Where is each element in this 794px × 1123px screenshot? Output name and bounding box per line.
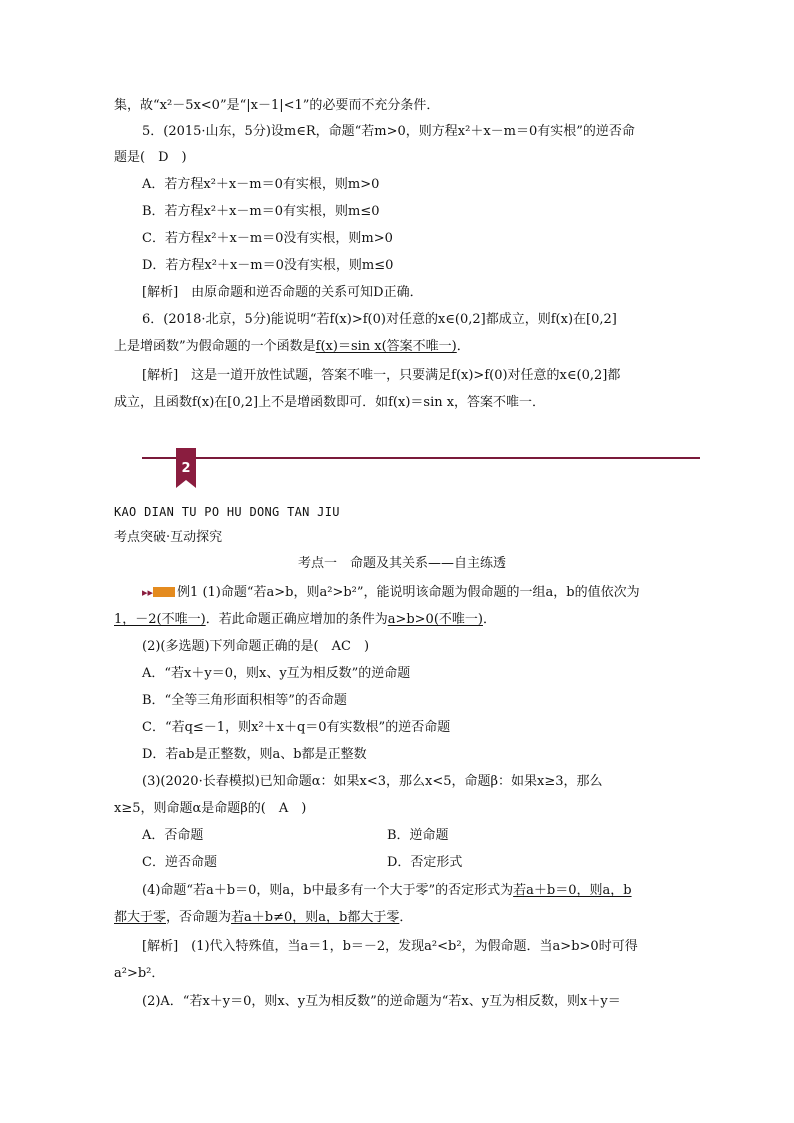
answer-blank: 都大于零 — [114, 910, 167, 925]
example-part-3: (3)(2020·长春模拟)已知命题α：如果x<3，那么x<5，命题β：如果x≥3，那么 — [142, 774, 603, 789]
text-line: a²>b²． — [114, 966, 165, 981]
option-c: C．“若q≤－1，则x²＋x＋q＝0有实数根”的逆否命题 — [142, 720, 451, 735]
option-a: A．“若x＋y＝0，则x、y互为相反数”的逆命题 — [142, 666, 411, 681]
example-part-2: (2)(多选题)下列命题正确的是( AC ) — [142, 639, 370, 654]
option-a: A．否命题 — [142, 828, 204, 843]
text-line: (2)A．“若x＋y＝0，则x、y互为相反数”的逆命题为“若x、y互为相反数，则x＋y＝ — [142, 994, 621, 1009]
text-line: 集，故“x²－5x<0”是“|x－1|<1”的必要而不充分条件． — [114, 98, 440, 113]
text-line: 1，－2(不唯一)．若此命题正确应增加的条件为a>b>0(不唯一)． — [114, 612, 496, 627]
answer-blank: 若a＋b＝0，则a，b — [513, 883, 632, 898]
solution: [解析] (1)代入特殊值，当a＝1，b＝－2，发现a²<b²，为假命题．当a>b>0时可得 — [142, 939, 638, 954]
example-part-4: (4)命题“若a＋b＝0，则a，b中最多有一个大于零”的否定形式为若a＋b＝0，则a，b — [142, 883, 632, 898]
answer-blank: a>b>0(不唯一) — [387, 612, 483, 627]
question-5: 5．(2015·山东，5分)设m∈R，命题“若m>0，则方程x²＋x－m＝0有实根”的逆否命 — [142, 124, 635, 139]
section-pinyin: KAO DIAN TU PO HU DONG TAN JIU — [114, 505, 340, 519]
section-title: 考点突破·互动探究 — [114, 530, 223, 545]
option-d: D．若方程x²＋x－m＝0没有实根，则m≤0 — [142, 258, 394, 273]
example-1: ▸▸ 例1 (1)命题“若a>b，则a²>b²”，能说明该命题为假命题的一组a，b的值依次为 — [142, 585, 640, 600]
option-c: C．若方程x²＋x－m＝0没有实根，则m>0 — [142, 231, 393, 246]
text-line: 成立，且函数f(x)在[0,2]上不是增函数即可．如f(x)＝sin x，答案不唯一． — [114, 395, 546, 410]
text-line: 都大于零，否命题为若a＋b≠0，则a，b都大于零． — [114, 910, 413, 925]
text-line: 上是增函数”为假命题的一个函数是f(x)＝sin x(答案不唯一)． — [114, 339, 470, 354]
section-badge — [176, 448, 196, 488]
text-line: x≥5，则命题α是命题β的( A ) — [114, 801, 307, 816]
question-6: 6．(2018·北京，5分)能说明“若f(x)>f(0)对任意的x∈(0,2]都成立，则f(x)在[0,2] — [142, 312, 617, 327]
option-b: B．逆命题 — [387, 828, 449, 843]
section-number: 2 — [181, 461, 191, 476]
solution: [解析] 由原命题和逆否命题的关系可知D正确． — [142, 285, 423, 300]
topic-heading: 考点一 命题及其关系——自主练透 — [298, 556, 507, 571]
answer-blank: 若a＋b≠0，则a，b都大于零 — [231, 910, 400, 925]
option-a: A．若方程x²＋x－m＝0有实根，则m>0 — [142, 177, 380, 192]
solution: [解析] 这是一道开放性试题，答案不唯一，只要满足f(x)>f(0)对任意的x∈(0,2]都 — [142, 368, 621, 383]
answer-blank: f(x)＝sin x(答案不唯一) — [315, 339, 457, 354]
option-d: D．若ab是正整数，则a、b都是正整数 — [142, 747, 367, 762]
option-d: D．否定形式 — [387, 855, 463, 870]
text-line: 题是( D ) — [114, 150, 187, 165]
example-marker-icon — [153, 587, 175, 597]
section-divider — [142, 457, 700, 459]
option-b: B．“全等三角形面积相等”的否命题 — [142, 693, 347, 708]
answer-blank: 1，－2(不唯一) — [114, 612, 206, 627]
option-c: C．逆否命题 — [142, 855, 217, 870]
double-arrow-icon: ▸▸ — [142, 586, 154, 599]
option-b: B．若方程x²＋x－m＝0有实根，则m≤0 — [142, 204, 380, 219]
